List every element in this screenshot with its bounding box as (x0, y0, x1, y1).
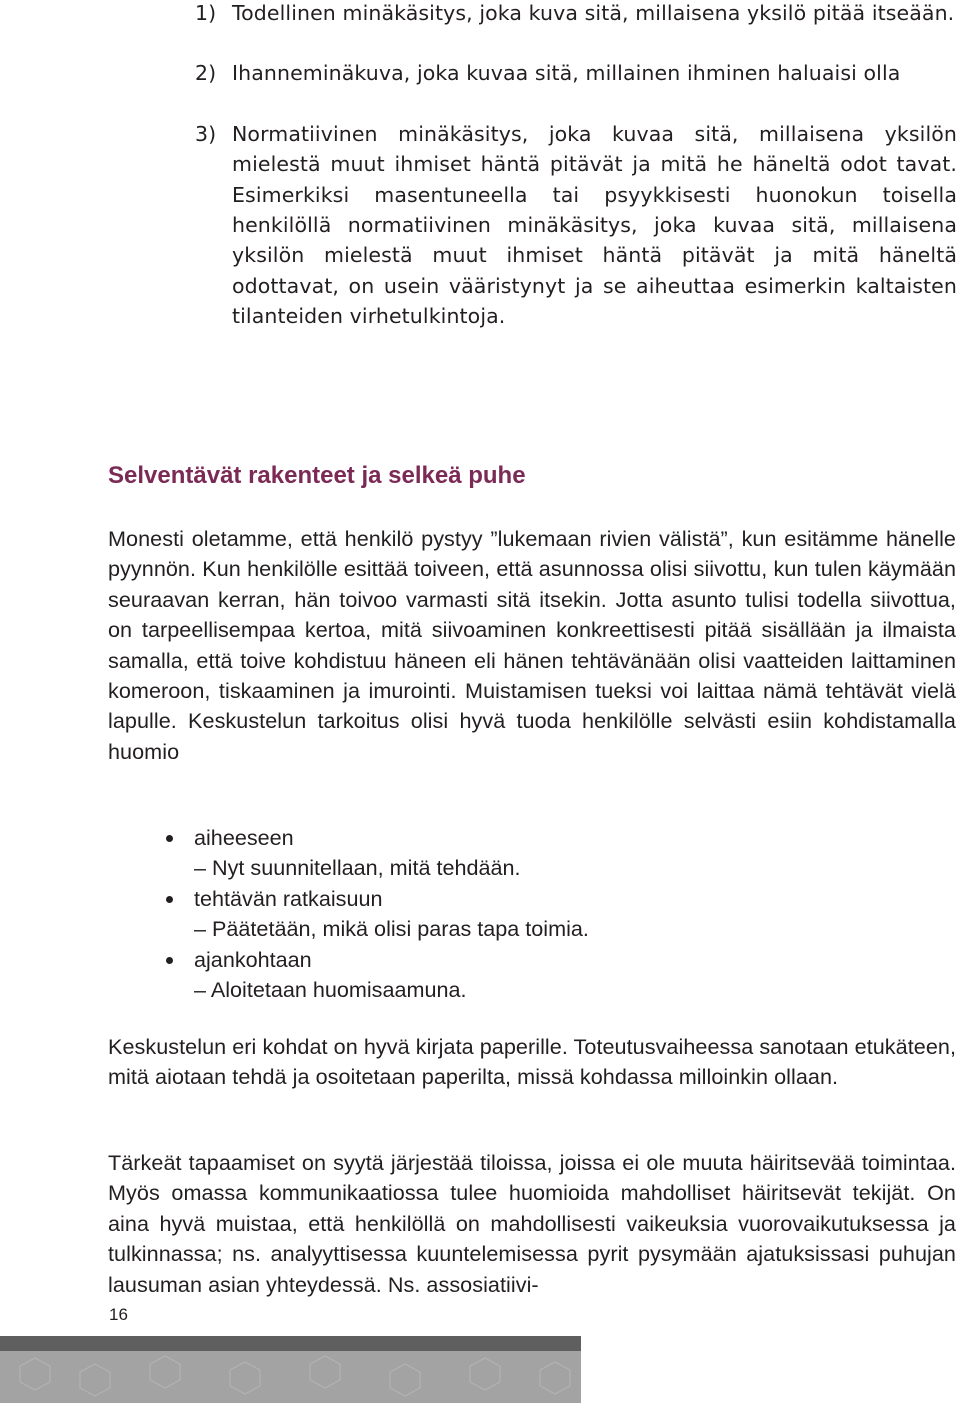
numbered-list-item (195, 0, 957, 28)
list-item-text: Normatiivinen minäkäsitys, joka kuvaa sitä, millaisena yksilön mielestä muut ihmiset häntä pitävät ja mitä he häneltä odot tavat. Esimerkiksi masentuneella tai psyykkisesti huonokun toisella henkilöllä normatiivinen minäkäsitys, joka kuvaa sitä, millaisena yksilön mielestä muut ihmiset häntä pitävät ja mitä häneltä odottavat, on usein vääristynyt ja se aiheuttaa esimerkin kaltaisten tilanteiden virhetulkintoja. (232, 121, 957, 329)
section-heading: Selventävät rakenteet ja selkeä puhe (108, 462, 526, 489)
bullet-sub-text: – Päätetään, mikä olisi paras tapa toimia. (194, 916, 589, 942)
bullet-item (160, 884, 760, 945)
bullet-item (160, 823, 760, 884)
hexagon-pattern-icon (0, 1336, 581, 1403)
list-number: 2) (195, 61, 217, 86)
list-item-text: Todellinen minäkäsitys, joka kuva sitä, millaisena yksilö pitää itseään. (232, 1, 955, 25)
numbered-list-item (195, 119, 957, 332)
bullet-item (160, 945, 760, 1006)
list-number: 3) (195, 121, 217, 146)
list-item-text: Ihanneminäkuva, joka kuvaa sitä, millainen ihminen haluaisi olla (232, 61, 901, 86)
bullet-label: aiheeseen (194, 825, 294, 850)
bullet-dot-icon (166, 896, 173, 903)
bullet-dot-icon (166, 957, 173, 964)
footer-decoration (0, 1336, 581, 1403)
list-number: 1) (195, 1, 217, 25)
body-paragraph: Tärkeät tapaamiset on syytä järjestää tiloissa, joissa ei ole muuta häiritsevää toimintaa. Myös omassa kommunikaatiossa tulee huomioida mahdolliset häiritsevät tekijät. On aina hyvä muistaa, että henkilöllä on mahdollisesti vaikeuksia vuorovaikutuksessa ja tulkinnassa; ns. analyyttisessa kuuntelemisessa pyrit pysymään ajatuksissasi puhujan lausuman asian yhteydessä. Ns. assosiatiivi- (108, 1150, 956, 1297)
bullet-label: tehtävän ratkaisuun (194, 885, 383, 911)
bullet-dot-icon (166, 835, 173, 842)
numbered-list-item (195, 58, 957, 88)
bullet-sub-text: – Aloitetaan huomisaamuna. (194, 977, 467, 1003)
body-paragraph: Monesti oletamme, että henkilö pystyy ”lukemaan rivien välistä”, kun esitämme hänelle pyynnön. Kun henkilölle esittää toiveen, että asunnossa olisi siivottu, kun tulen käymään seuraavan kerran, hän toivoo varmasti sitä itsekin. Jotta asunto tulisi todella siivottua, on tarpeellisempaa kertoa, mitä siivoaminen konkreettisesti pitää sisällään ja ilmaista samalla, että toive kohdistuu häneen eli hänen tehtävänään olisi vaatteiden laittaminen komeroon, tiskaaminen ja imurointi. Muistamisen tueksi voi laittaa nämä tehtävät vielä lapulle. Keskustelun tarkoitus olisi hyvä tuoda henkilölle selvästi esiin kohdistamalla huomio (108, 526, 956, 764)
page-number: 16 (109, 1305, 128, 1324)
bullet-list (160, 823, 760, 1005)
bullet-label: ajankohtaan (194, 946, 312, 972)
numbered-list (195, 0, 957, 332)
bullet-sub-text: – Nyt suunnitellaan, mitä tehdään. (194, 855, 521, 881)
body-paragraph: Keskustelun eri kohdat on hyvä kirjata paperille. Toteutusvaiheessa sanotaan etukäteen, mitä aiotaan tehdä ja osoitetaan paperilta, missä kohdassa milloinkin ollaan. (108, 1034, 956, 1090)
